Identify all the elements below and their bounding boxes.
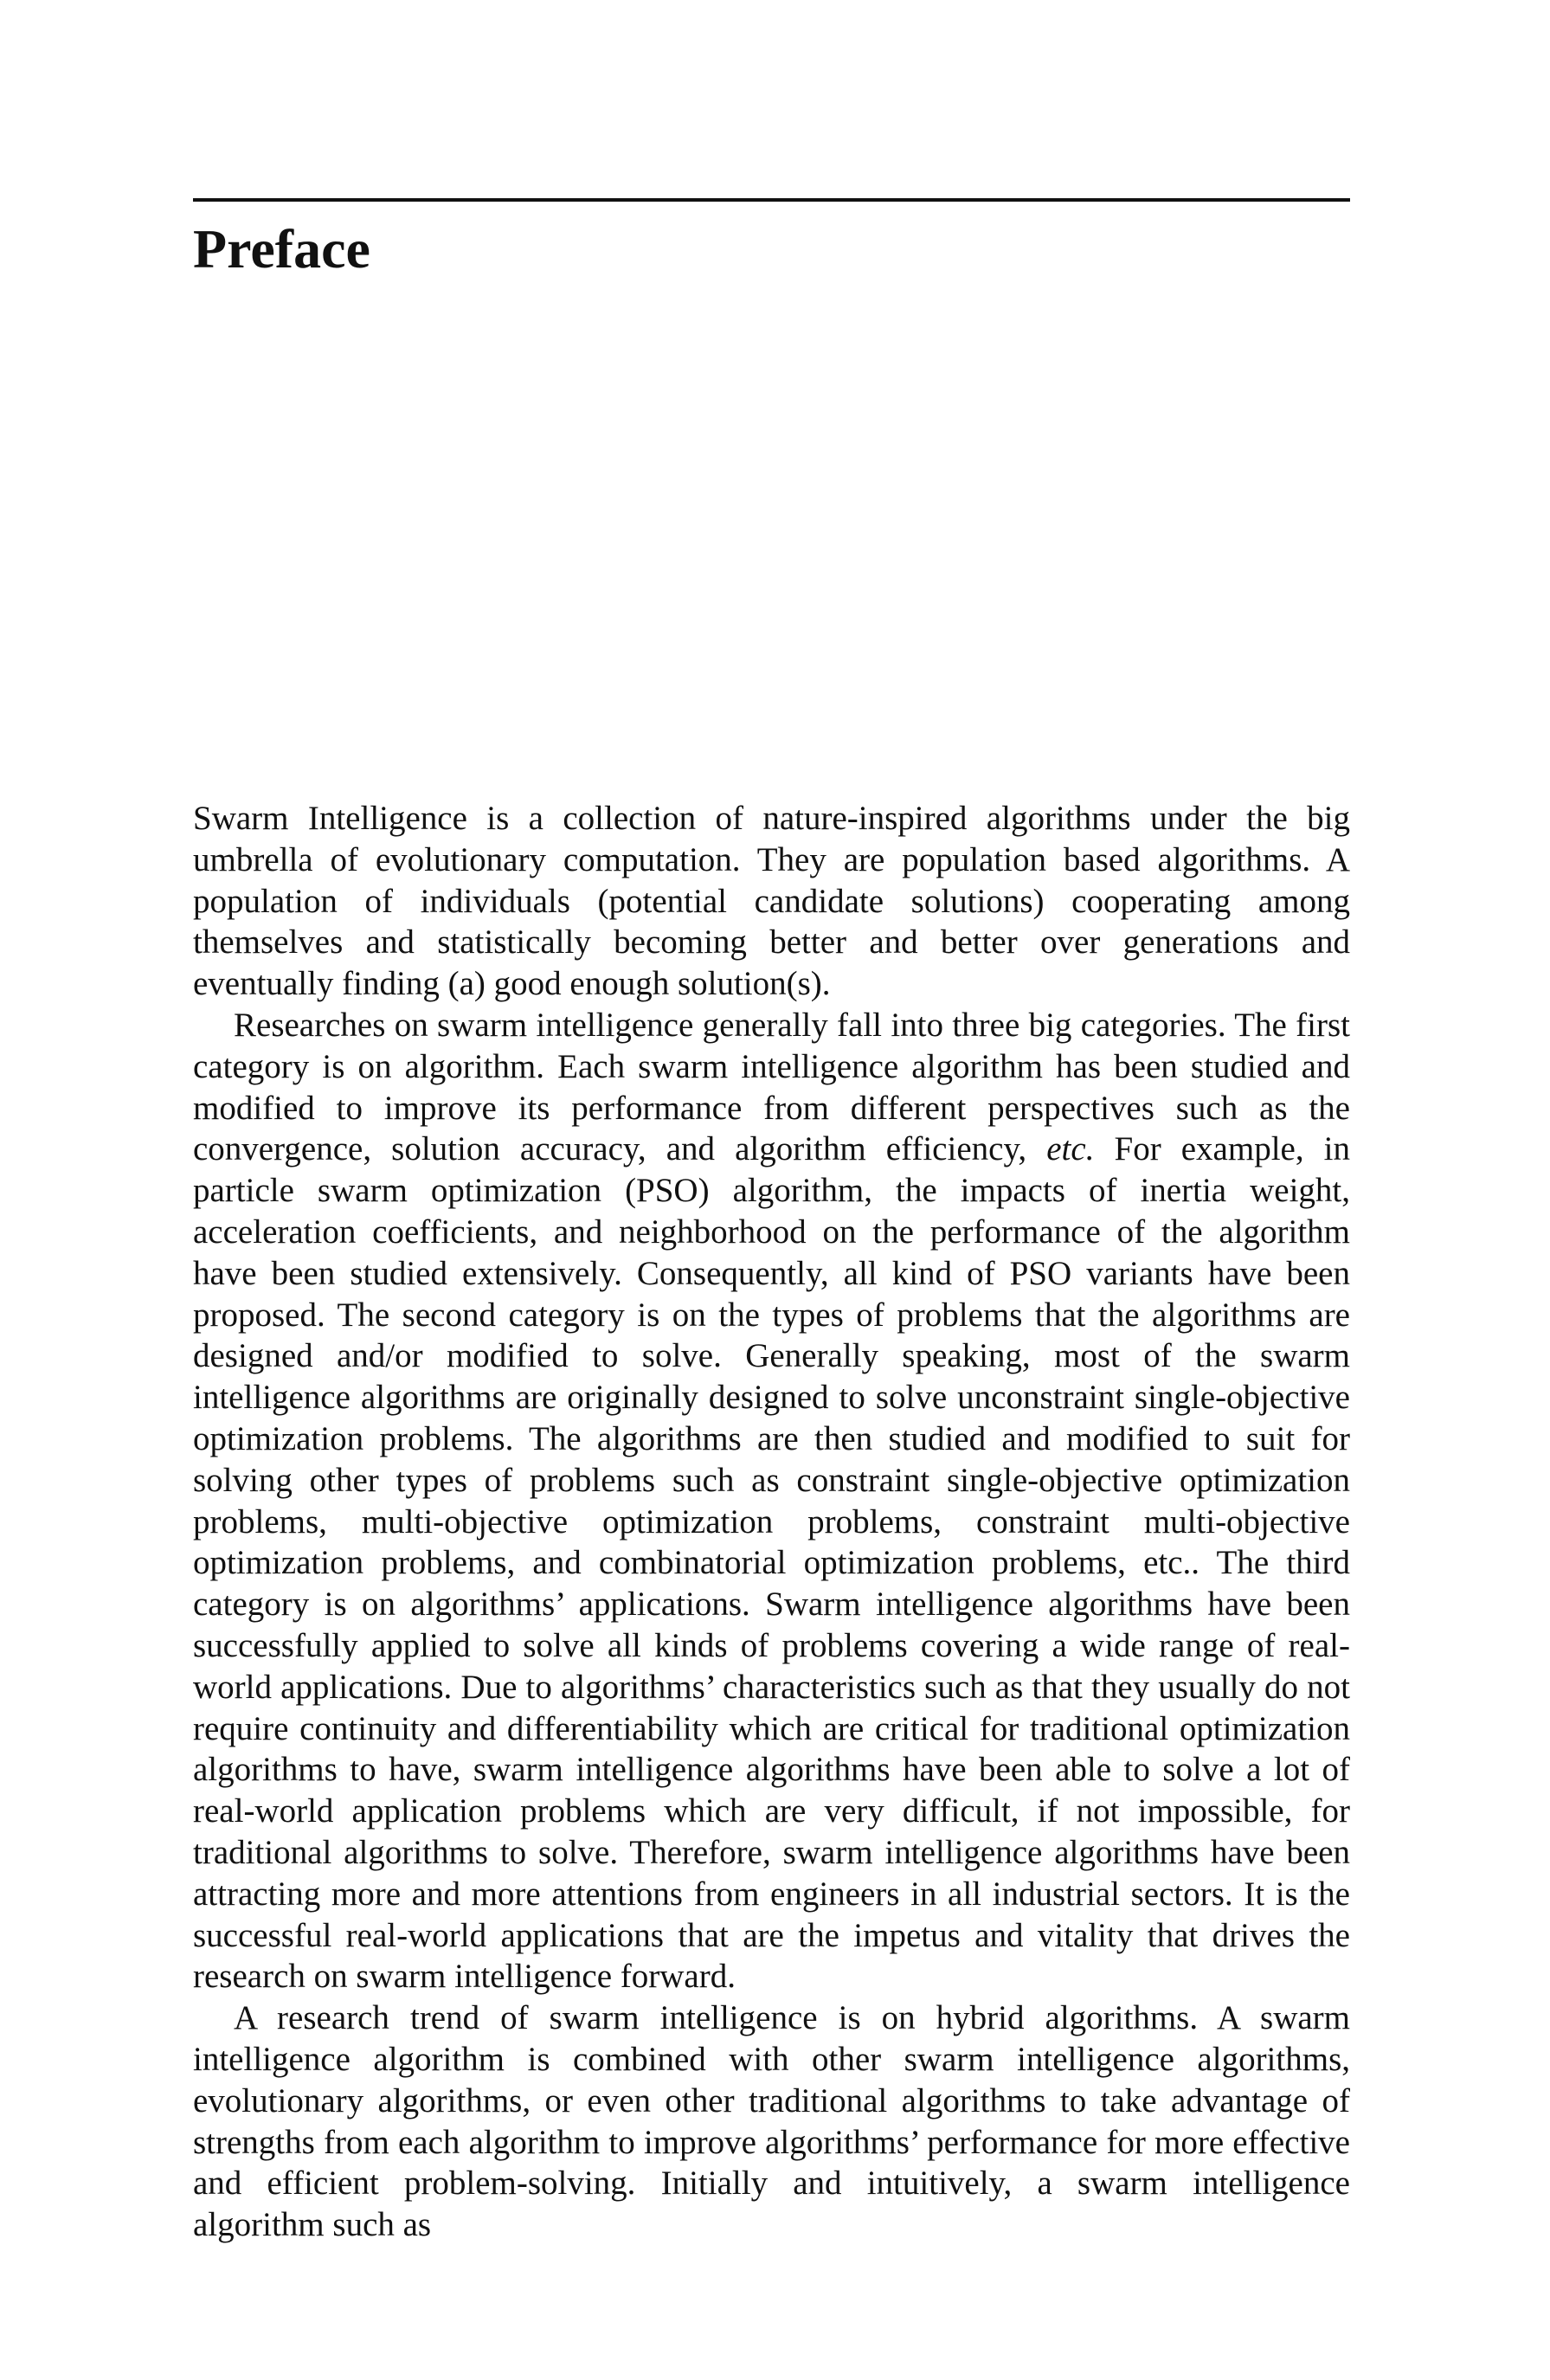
paragraph-2-part-1: Researches on swarm intelligence generally fall into three big categories. The first category is on algorithm. Each swarm intelligence algorithm has been studied and modified to improve its performance from different perspectives such as the convergence, solution accuracy, and algorithm efficiency, bbox=[193, 1006, 1350, 1168]
paragraph-2 bbox=[193, 1005, 1350, 1997]
preface-body bbox=[193, 798, 1350, 2246]
paragraph-1: Swarm Intelligence is a collection of nature-inspired algorithms under the big umbrella of evolutionary computation. They are population based algorithms. A population of individuals (potential candidate solutions) cooperating among themselves and statistically becoming better and better over generations and eventually finding (a) good enough solution(s). bbox=[193, 800, 1350, 1003]
chapter-top-rule bbox=[193, 198, 1350, 202]
chapter-title: Preface bbox=[193, 218, 370, 280]
paragraph-2-part-2: For example, in particle swarm optimization (PSO) algorithm, the impacts of inertia weight, acceleration coefficients, and neighborhood on the performance of the algorithm have been studied extensively. Consequently, all kind of PSO variants have been proposed. The second category is on the types of problems that the algorithms are designed and/or modified to solve. Generally speaking, most of the swarm intelligence algorithms are originally designed to solve unconstraint single-objective optimization problems. The algorithms are then studied and modified to suit for solving other types of problems such as constraint single-objective optimization problems, multi-objective optimization problems, constraint multi-objective optimization problems, and combinatorial optimization problems, etc.. The third category is on algorithms’ applications. Swarm intelligence algorithms have been successfully applied to solve all kinds of problems covering a wide range of real-world applications. Due to algorithms’ characteristics such as that they usually do not require continuity and differentiability which are critical for traditional optimization algorithms to have, swarm intelligence algorithms have been able to solve a lot of real-world application problems which are very difficult, if not impossible, for traditional algorithms to solve. Therefore, swarm intelligence algorithms have been attracting more and more attentions from engineers in all industrial sectors. It is the successful real-world applications that are the impetus and vitality that drives the research on swarm intelligence forward. bbox=[193, 1130, 1350, 1996]
paragraph-2-emphasis: etc. bbox=[1046, 1130, 1095, 1168]
paragraph-3: A research trend of swarm intelligence is on hybrid algorithms. A swarm intelligence algorithm is combined with other swarm intelligence algorithms, evolutionary algorithms, or even other traditional algorithms to take advantage of strengths from each algorithm to improve algorithms’ performance for more effective and efficient problem-solving. Initially and intuitively, a swarm intelligence algorithm such as bbox=[193, 1999, 1350, 2244]
